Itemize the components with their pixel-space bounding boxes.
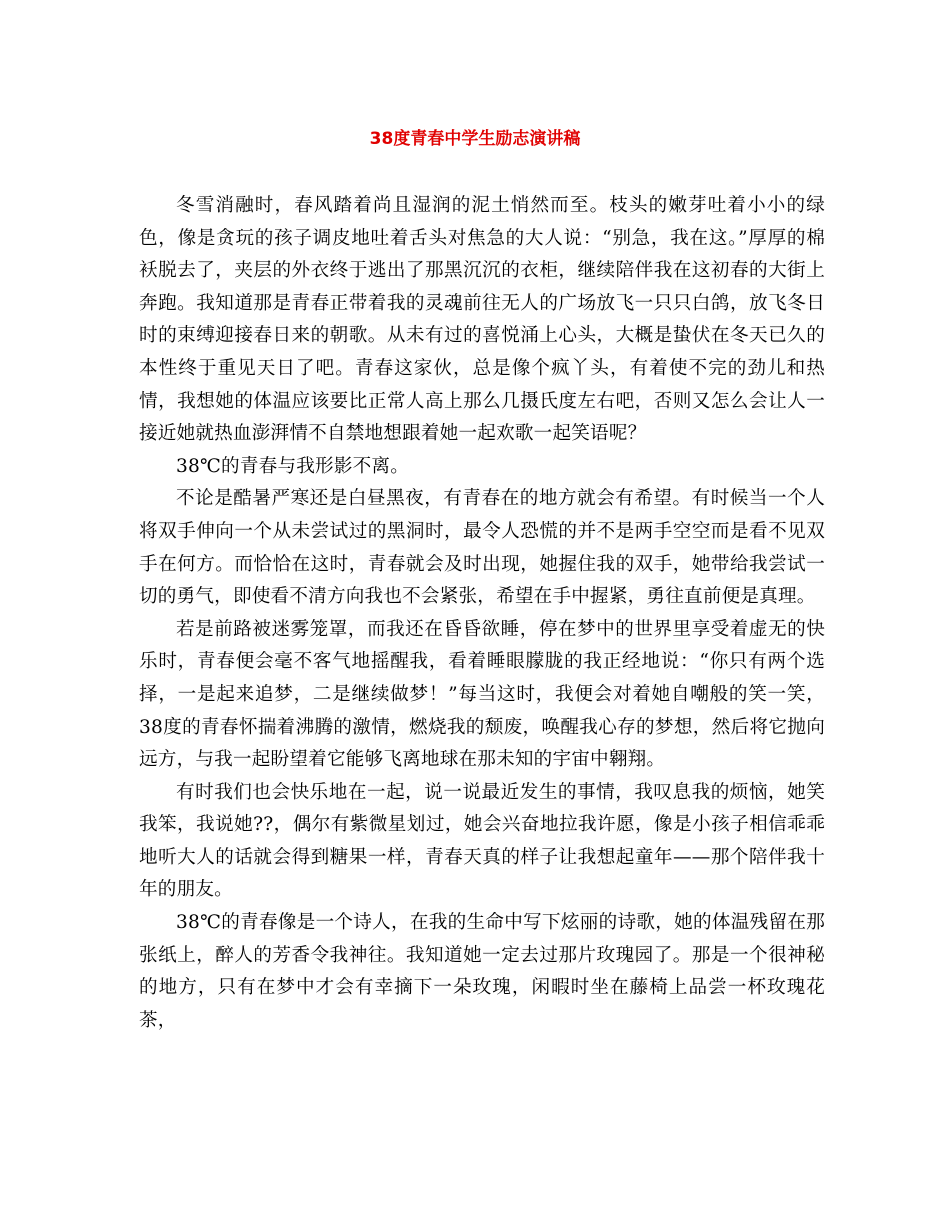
paragraph: 冬雪消融时，春风踏着尚且湿润的泥土悄然而至。枝头的嫩芽吐着小小的绿色，像是贪玩的孩子调皮地吐着舌头对焦急的大人说：“别急，我在这。”厚厚的棉袄脱去了，夹层的外衣终于逃出了那黑沉沉的衣柜，继续陪伴我在这初春的大街上奔跑。我知道那是青春正带着我的灵魂前往无人的广场放飞一只只白鸽，放飞冬日时的束缚迎接春日来的朝歌。从未有过的喜悦涌上心头，大概是蛰伏在冬天已久的本性终于重见天日了吧。青春这家伙，总是像个疯丫头，有着使不完的劲儿和热情，我想她的体温应该要比正常人高上那么几摄氏度左右吧，否则又怎么会让人一接近她就热血澎湃情不自禁地想跟着她一起欢歌一起笑语呢？ xyxy=(139,195,825,445)
paragraph: 38℃的青春像是一个诗人，在我的生命中写下炫丽的诗歌，她的体温残留在那张纸上，醉人的芳香令我神往。我知道她一定去过那片玫瑰园了。那是一个很神秘的地方，只有在梦中才会有幸摘下一朵玫瑰，闲暇时坐在藤椅上品尝一杯玫瑰花茶， xyxy=(139,912,825,1031)
document-body xyxy=(139,190,825,1037)
paragraph: 有时我们也会快乐地在一起，说一说最近发生的事情，我叹息我的烦恼，她笑我笨，我说她??，偶尔有紫微星划过，她会兴奋地拉我许愿，像是小孩子相信乖乖地听大人的话就会得到糖果一样，青春天真的样子让我想起童年——那个陪伴我十年的朋友。 xyxy=(139,781,825,901)
document-title: 38度青春中学生励志演讲稿 xyxy=(369,129,581,149)
paragraph: 若是前路被迷雾笼罩，而我还在昏昏欲睡，停在梦中的世界里享受着虚无的快乐时，青春便会毫不客气地摇醒我，看着睡眼朦胧的我正经地说：“你只有两个选择，一是起来追梦，二是继续做梦！”每当这时，我便会对着她自嘲般的笑一笑，38度的青春怀揣着沸腾的激情，燃烧我的颓废，唤醒我心存的梦想，然后将它抛向远方，与我一起盼望着它能够飞离地球在那未知的宇宙中翱翔。 xyxy=(139,618,825,771)
paragraph: 不论是酷暑严寒还是白昼黑夜，有青春在的地方就会有希望。有时候当一个人将双手伸向一个从未尝试过的黑洞时，最令人恐慌的并不是两手空空而是看不见双手在何方。而恰恰在这时，青春就会及时出现，她握住我的双手，她带给我尝试一切的勇气，即使看不清方向我也不会紧张，希望在手中握紧，勇往直前便是真理。 xyxy=(139,488,825,608)
paragraph: 38℃的青春与我形影不离。 xyxy=(176,455,409,477)
